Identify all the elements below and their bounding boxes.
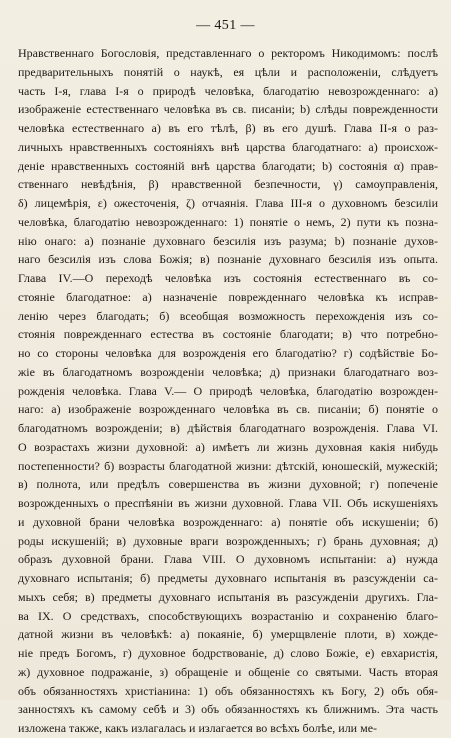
text-line: ва IX. О средствахъ, способствующихъ возрастанію и сохраненію благо- [18, 608, 438, 623]
text-line: ственнаго невѣдѣнія, β) нравственной безпечности, γ) самоуправленія, [18, 177, 438, 192]
text-line: деніе нравственныхъ состояній внѣ царства благодати; b) состоянія α) прав- [18, 158, 438, 173]
text-line: ж) духовное подражаніе, з) обращеніе и общеніе со святыми. Часть вторая [18, 664, 438, 679]
text-line: человѣка естественнаго а) въ его тѣлѣ, β) въ его душѣ. Глава II-я о раз- [18, 121, 438, 135]
text-line: человѣка, благодатію невозрожденнаго: 1) понятіе о немъ, 2) пути къ позна- [18, 214, 438, 229]
text-line: предварительныхъ понятій о наукѣ, ея цѣли и расположеніи, слѣдуетъ [18, 64, 438, 79]
text-line: наго: а) изображеніе возрожденнаго человѣка въ св. писаніи; б) понятіе о [18, 402, 438, 417]
text-line: образъ духовной брани. Глава VIII. О духовномъ испытаніи: а) нужда [18, 552, 438, 567]
text-line: ленію через благодать; б) всеобщая возможность перехожденія изъ со- [18, 308, 438, 323]
text-line: духовнаго испытанія; б) предметы духовнаго испытанія въ разсужденіи са- [18, 571, 438, 585]
text-line: возрожденныхъ о преспѣяніи въ жизни духовной. Глава VII. Объ искушеніяхъ [18, 496, 438, 510]
text-line: личныхъ нравственныхъ состояніяхъ внѣ царства благодатнаго: а) происхож- [18, 139, 438, 154]
text-line: нію онаго: а) познаніе духовнаго безсилія изъ разума; b) познаніе духов- [18, 233, 438, 248]
text-line: δ) лицемѣрія, ε) ожесточенія, ζ) отчаянія. Глава III-я о духовномъ безсиліи [18, 196, 438, 210]
text-line: благодатномъ возрожденіи; в) дѣйствія благодатнаго возрожденія. Глава VI. [18, 421, 438, 435]
text-line: занностяхъ къ самому себѣ и 3) объ обязанностяхъ къ ближнимъ. Эта часть [18, 702, 438, 717]
text-line: жіе въ благодатномъ возрожденіи человѣка; д) признаки благодатнаго воз- [18, 364, 438, 379]
body-text [18, 44, 438, 738]
text-line: стояніе благодатное: а) назначеніе поврежденнаго человѣка къ исправ- [18, 289, 438, 304]
text-line: О возрастахъ жизни духовной: а) имѣетъ ли жизнь духовная какія нибудь [18, 439, 438, 454]
text-line: роды искушеній; в) духовные враги возрожденныхъ; г) брань духовная; д) [18, 533, 438, 548]
page-number: — 451 — [196, 18, 255, 33]
text-line: ніе предъ Богомъ, г) духовное бодрствованіе, д) слово Божіе, е) евхаристія, [18, 646, 438, 660]
text-line: наго безсилія изъ слова Божія; в) познаніе духовнаго безсилія изъ опыта. [18, 252, 438, 267]
text-line: стоянія поврежденнаго естества въ состояніе благодати; в) что потребно- [18, 327, 438, 342]
text-line: объ обязанностяхъ христіанина: 1) объ обязанностяхъ къ Богу, 2) объ обя- [18, 683, 438, 698]
text-line: изображеніе естественнаго человѣка въ св. писаніи; b) слѣды поврежденности [18, 102, 438, 117]
text-line: и духовной брани человѣка возрожденнаго: а) понятіе объ искушеніи; б) [18, 514, 438, 529]
text-line: мыхъ себя; в) предметы духовнаго испытанія въ разсужденіи другихъ. Гла- [18, 589, 438, 604]
text-line: Нравственнаго Богословія, представленнаго о ректоромъ Никодимомъ: послѣ [18, 46, 438, 60]
text-line: рожденія человѣка. Глава V.— О природѣ человѣка, благодатію возрожден- [18, 383, 438, 398]
text-line: постепенности? б) возрасты благодатной жизни: дѣтскій, юношескій, мужескій; [18, 458, 438, 473]
text-line: датной жизни въ человѣкѣ: а) покаяніе, б) умерщвленіе плоти, в) хожде- [18, 627, 438, 642]
text-line: изложена также, какъ излагалась и излагается во всѣхъ болѣе, или ме- [18, 721, 378, 735]
text-line: часть I-я, глава I-я о природѣ человѣка, благодатію невозрожденнаго: а) [18, 83, 438, 98]
text-line: Глава IV.—О переходѣ человѣка изъ состоянія естественнаго въ со- [18, 271, 438, 285]
text-line: в) полнота, или предѣлъ совершенства въ жизни духовной; г) попеченіе [18, 477, 438, 492]
text-line: но со стороны человѣка для возрожденія его благодатію? г) содѣйствіе Бо- [18, 346, 438, 360]
